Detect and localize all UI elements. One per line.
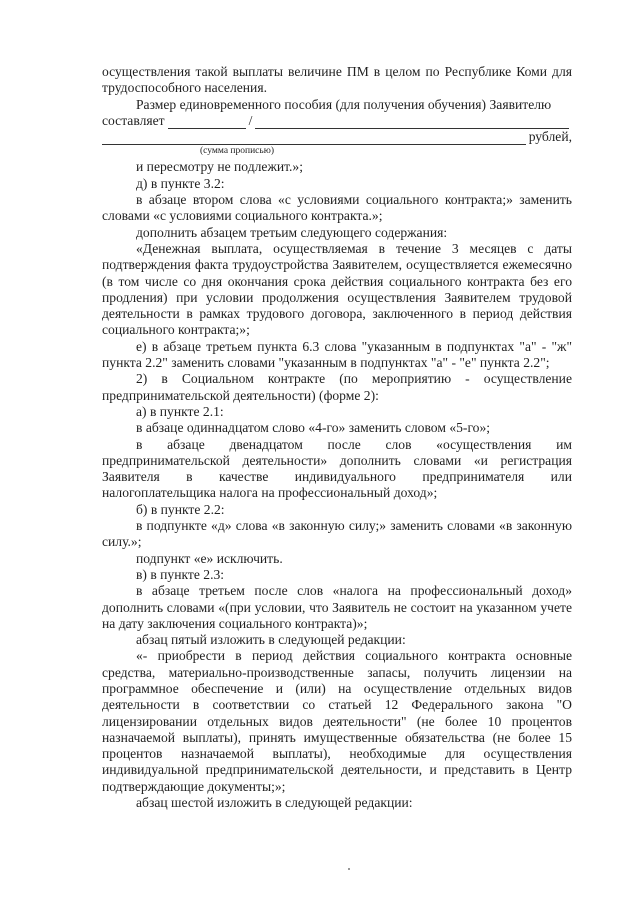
amount-caption: (сумма прописью)	[200, 146, 274, 157]
paragraph-22: абзац шестой изложить в следующей редакции:	[136, 795, 413, 811]
paragraph-5: и пересмотру не подлежит.»;	[136, 159, 304, 175]
amount-prefix: составляет	[102, 112, 165, 128]
paragraph-11: 2) в Социальном контракте (по мероприятию - осуществление предпринимательской деятельности) (форме 2):	[102, 371, 572, 403]
amount-suffix: рублей,	[528, 129, 572, 145]
paragraph-13: в абзаце одиннадцатом слово «4-го» заменить словом «5-го»;	[136, 420, 491, 436]
paragraph-2: Размер единовременного пособия (для получения обучения) Заявителю	[136, 96, 552, 112]
amount-line-1	[102, 113, 572, 129]
amount-blank-long	[255, 116, 569, 129]
amount-line-2	[102, 129, 572, 145]
amount-words-blank	[102, 132, 526, 145]
paragraph-6: д) в пункте 3.2:	[136, 175, 225, 191]
paragraph-12: а) в пункте 2.1:	[136, 403, 224, 419]
paragraph-21: «- приобрести в период действия социального контракта основные средства, материально-производственные запасы, получить лицензии на программное обеспечение и (или) на осуществление отдельных видов деятельности в соответствии со статьей 12 Федерального закона "О лицензировании отдельных видов деятельности" (не более 10 процентов назначаемой выплаты), принять имущественные обязательства (не более 15 процентов назначаемой выплаты), необходимые для осуществления индивидуальной предпринимательской деятельности, и представить в Центр подтверждающие документы;»;	[102, 648, 572, 794]
scan-speck	[348, 868, 350, 870]
paragraph-17: подпункт «е» исключить.	[136, 550, 283, 566]
paragraph-14: в абзаце двенадцатом после слов «осуществления им предпринимательской деятельности» дополнить словами «и регистрация Заявителя в качестве индивидуального предпринимателя или налогоплательщика налога на профессиональный доход»;	[102, 436, 572, 501]
paragraph-16: в подпункте «д» слова «в законную силу;» заменить словами «в законную силу.»;	[102, 518, 572, 550]
paragraph-7: в абзаце втором слова «с условиями социального контракта;» заменить словами «с условиями социального контракта.»;	[102, 192, 572, 224]
paragraph-10: е) в абзаце третьем пункта 6.3 слова "указанным в подпунктах "а" - "ж" пункта 2.2" заменить словами "указанным в подпунктах "а" - "е" пункта 2.2";	[102, 338, 572, 371]
paragraph-20: абзац пятый изложить в следующей редакции:	[136, 632, 406, 648]
paragraph-1: осуществления такой выплаты величине ПМ в целом по Республике Коми для трудоспособного населения.	[102, 64, 572, 96]
amount-blank-short	[168, 116, 246, 129]
paragraph-15: б) в пункте 2.2:	[136, 501, 225, 517]
paragraph-8: дополнить абзацем третьим следующего содержания:	[136, 224, 448, 240]
paragraph-19: в абзаце третьем после слов «налога на профессиональный доход» дополнить словами «(при условии, что Заявитель не состоит на указанном учете на дату заключения социального контракта)»;	[102, 583, 572, 631]
paragraph-9: «Денежная выплата, осуществляемая в течение 3 месяцев с даты подтверждения факта трудоустройства Заявителем, осуществляется ежемесячно (в том числе со дня окончания срока действия социального контракта без его продления) при условии продолжения осуществления Заявителем трудовой деятельности в рамках трудового договора, заключенного в период действия социального контракта;»;	[102, 240, 572, 338]
amount-slash: /	[248, 112, 253, 128]
paragraph-18: в) в пункте 2.3:	[136, 566, 225, 582]
